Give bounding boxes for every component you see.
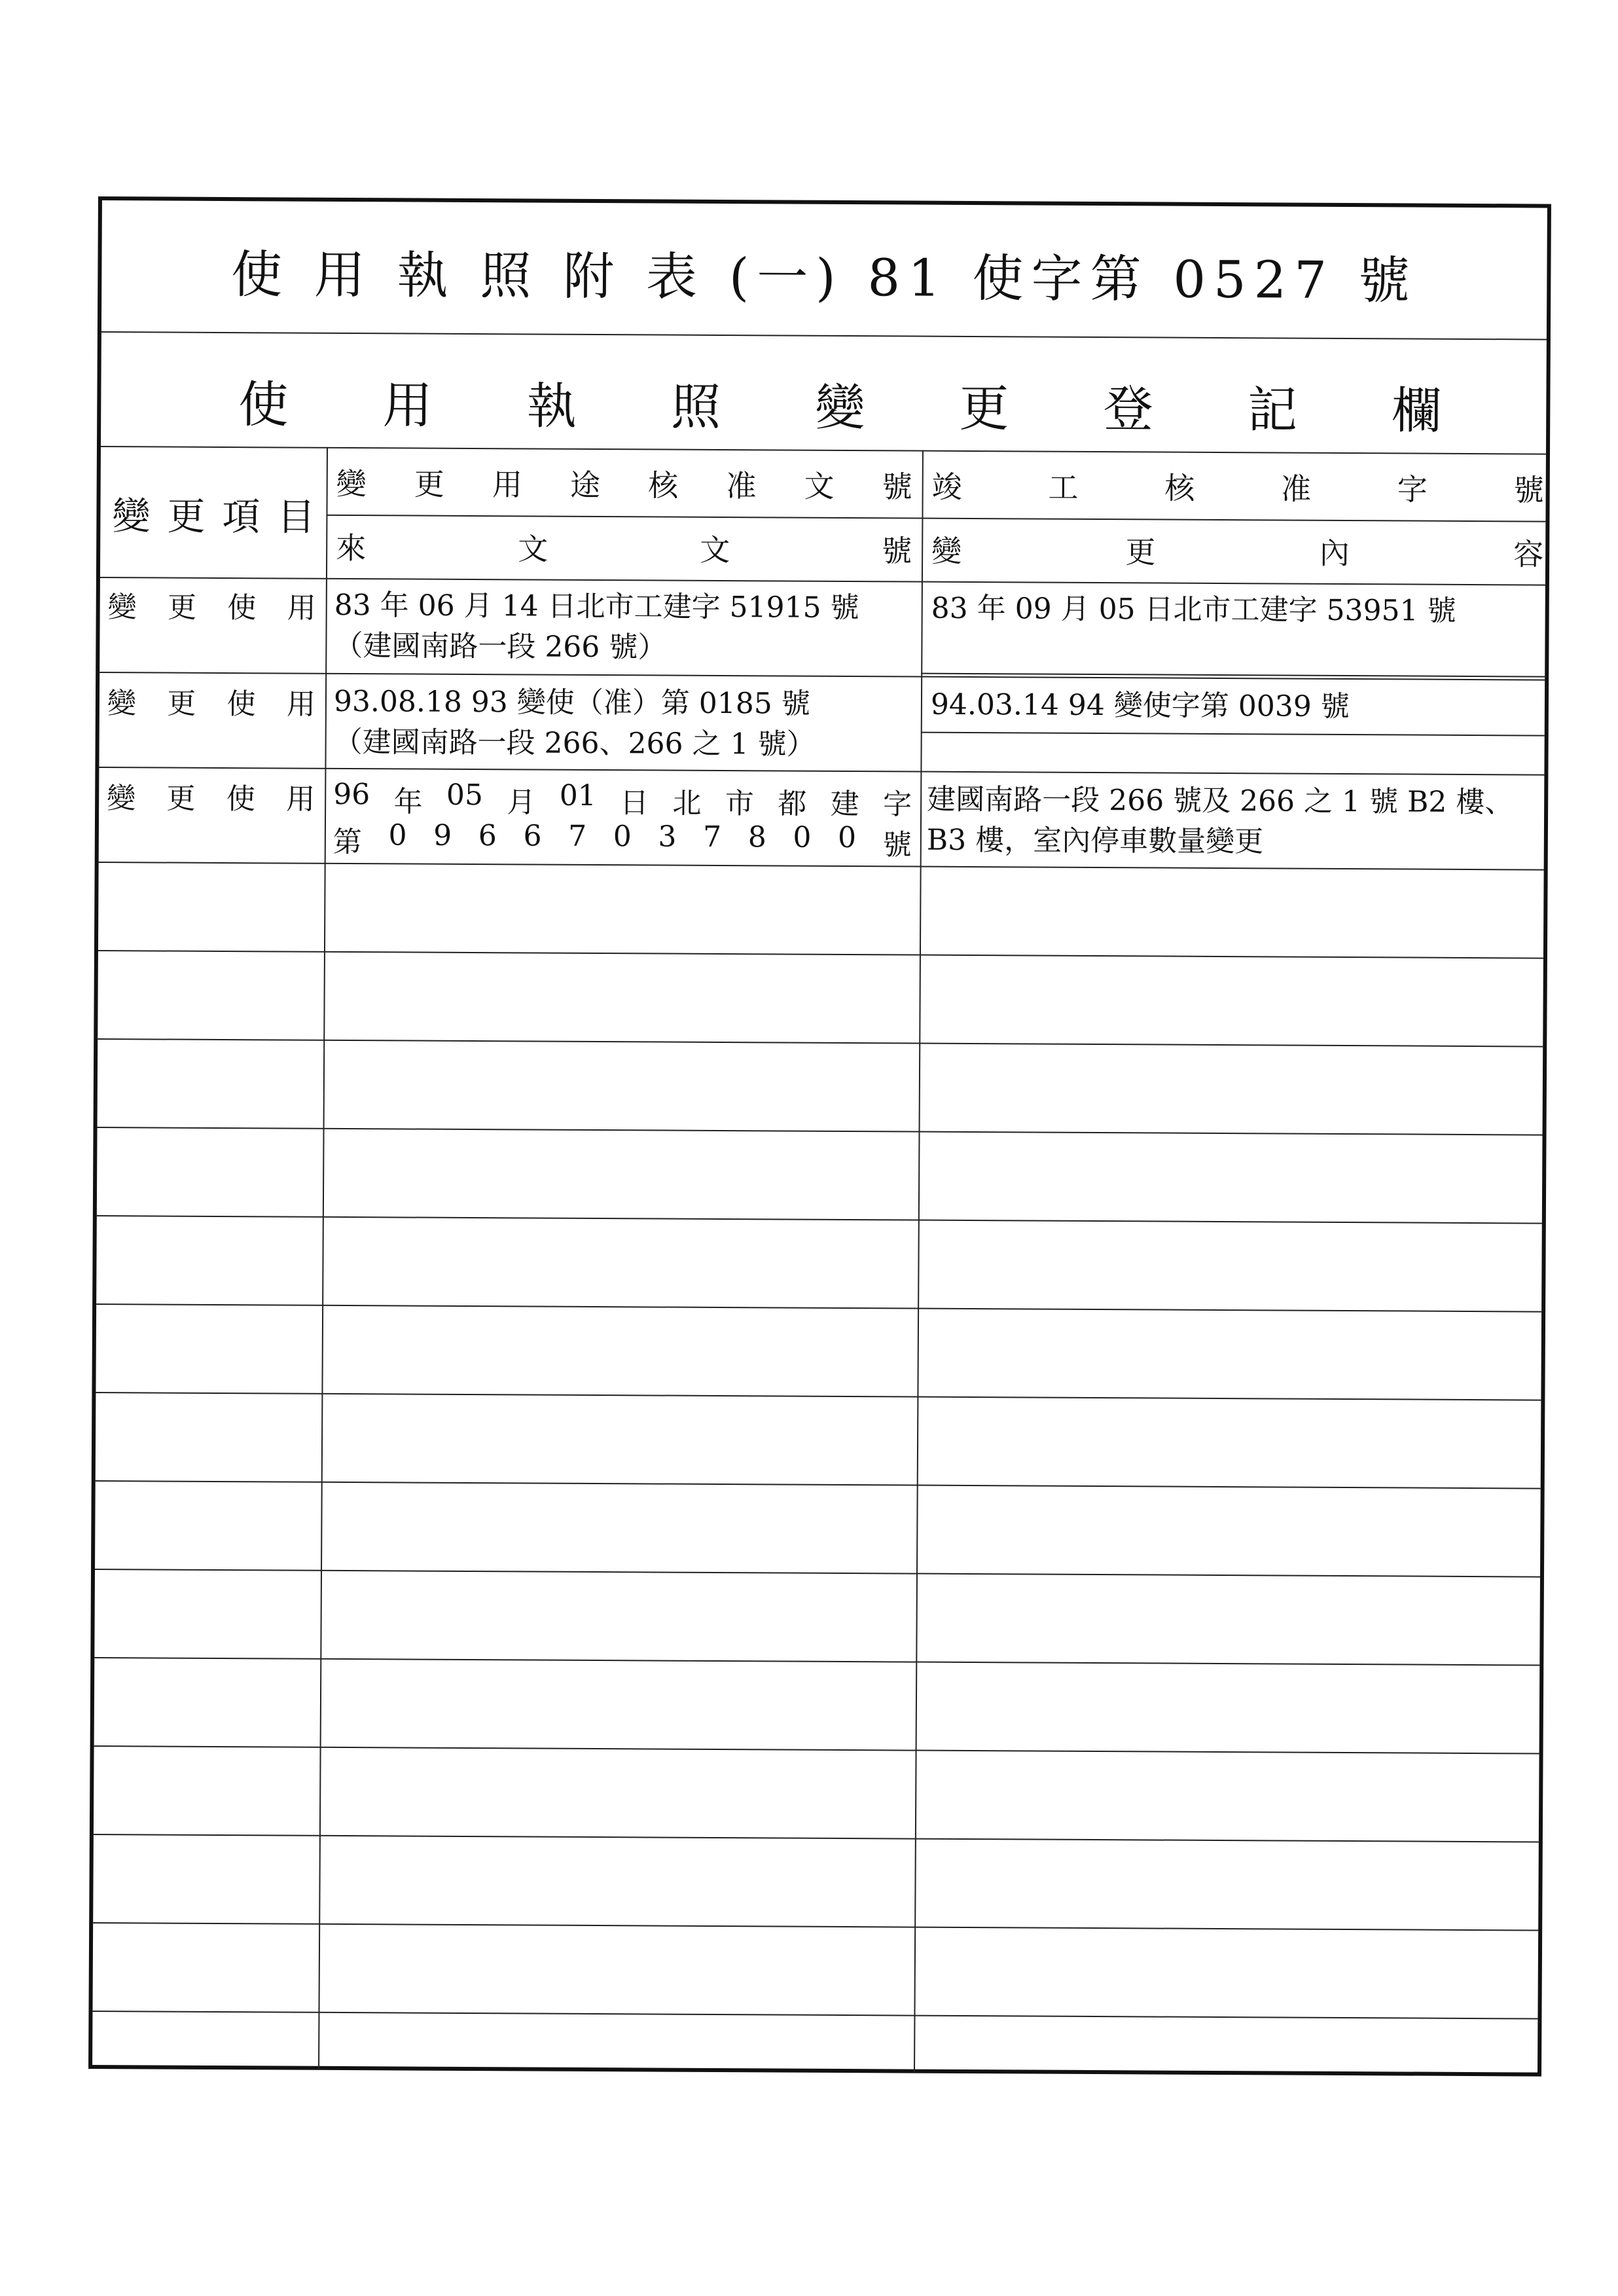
approval-char: 北: [672, 786, 702, 820]
item-char: 使: [226, 782, 255, 816]
column-divider: [318, 447, 328, 2070]
approval-char: 都: [778, 787, 807, 821]
header-char: 准: [726, 468, 757, 504]
approval-char: 0: [793, 820, 812, 854]
header-divider: [326, 515, 1545, 522]
empty-row-divider: [98, 1127, 1543, 1136]
approval-char: 8: [747, 820, 766, 854]
header-char: 變: [931, 533, 962, 569]
header-char: 文: [518, 531, 548, 567]
empty-rows: [102, 200, 1547, 208]
empty-row-divider: [94, 1745, 1539, 1755]
approval-char: 0: [837, 820, 857, 855]
approval-char: 年: [393, 785, 423, 819]
row-approval-address: （建國南路一段 266 號）: [334, 629, 667, 665]
header-char: 容: [1513, 536, 1544, 572]
section-subtitle: [238, 365, 1442, 443]
approval-char: 7: [703, 820, 722, 854]
row-item-label: [107, 774, 315, 818]
column-divider: [914, 450, 924, 2073]
header-char: 核: [1164, 470, 1195, 506]
row-completion-line: 94.03.14 94 變使字第 0039 號: [930, 687, 1350, 724]
item-char: 更: [166, 782, 196, 816]
license-attachment-sheet: [88, 196, 1551, 2077]
header-incoming-number: [336, 524, 912, 571]
header-char: 更: [414, 466, 444, 502]
approval-char: 3: [658, 820, 677, 854]
subtitle-char: 欄: [1392, 381, 1442, 440]
header-char: 目: [277, 494, 315, 539]
header-char: 字: [1397, 471, 1428, 507]
empty-row-divider: [96, 1303, 1541, 1313]
item-char: 使: [227, 591, 257, 625]
header-char: 號: [882, 469, 912, 505]
header-change-content: [931, 528, 1543, 574]
empty-row-divider: [95, 1569, 1540, 1578]
header-char: 變: [336, 465, 367, 502]
row-approval-address: （建國南路一段 266、266 之 1 號）: [333, 725, 816, 761]
header-approval-number: [336, 460, 912, 507]
row-approval-line: [333, 778, 912, 823]
row-item-label: [108, 583, 316, 627]
approval-char: 96: [333, 777, 370, 812]
header-char: 號: [882, 533, 912, 569]
header-char: 更: [1125, 534, 1156, 570]
row-divider: [99, 767, 1544, 776]
row-change-content-line: 建國南路一段 266 號及 266 之 1 號 B2 樓、: [927, 782, 1514, 820]
subtitle-char: 照: [670, 377, 721, 436]
header-char: 項: [222, 494, 261, 539]
header-completion-number: [932, 464, 1544, 510]
document-title: 使 用 執 照 附 表 (一) 81 使字第 0527 號: [230, 246, 1418, 311]
approval-char: 第: [333, 825, 362, 860]
empty-row-divider: [96, 1480, 1541, 1489]
header-char: 文: [700, 532, 730, 568]
approval-char: 市: [725, 787, 755, 821]
header-char: 准: [1280, 471, 1312, 507]
subtitle-char: 變: [815, 378, 865, 437]
item-char: 更: [167, 687, 196, 721]
header-char: 變: [112, 494, 151, 539]
item-char: 用: [286, 687, 316, 721]
row-divider: [99, 862, 1544, 871]
approval-char: 05: [446, 778, 484, 812]
header-char: 文: [804, 468, 835, 504]
row-divider: [100, 577, 1545, 586]
row-approval-line: 83 年 06 月 14 日北市工建字 51915 號: [334, 588, 859, 625]
approval-char: 號: [882, 828, 912, 862]
empty-row-divider: [98, 950, 1543, 959]
empty-row-divider: [93, 1922, 1538, 1931]
row-change-content-line: B3 樓，室內停車數量變更: [926, 823, 1264, 859]
subtitle-char: 記: [1247, 380, 1298, 439]
header-char: 號: [1513, 472, 1544, 508]
header-char: 用: [492, 467, 523, 503]
header-char: 核: [648, 467, 679, 503]
approval-char: 月: [507, 786, 536, 820]
header-change-item: [112, 485, 315, 541]
item-char: 使: [226, 687, 256, 721]
item-char: 變: [107, 591, 137, 625]
header-char: 竣: [931, 469, 962, 505]
empty-row-divider: [94, 1834, 1539, 1843]
row-divider: [921, 732, 1545, 737]
approval-char: 日: [619, 786, 649, 820]
row-completion-line: 83 年 09 月 05 日北市工建字 53951 號: [931, 591, 1456, 628]
item-char: 用: [286, 782, 315, 816]
row-approval-number: [333, 818, 912, 864]
item-char: 變: [107, 782, 136, 816]
empty-row-divider: [92, 2011, 1537, 2020]
empty-row-divider: [94, 1657, 1539, 1666]
approval-char: 建: [830, 787, 859, 822]
item-char: 更: [167, 591, 197, 625]
subtitle-char: 用: [382, 376, 433, 435]
empty-row-divider: [97, 1215, 1542, 1224]
subtitle-char: 更: [959, 378, 1009, 438]
header-char: 來: [336, 530, 367, 566]
approval-char: 6: [523, 819, 542, 853]
item-char: 用: [287, 591, 316, 625]
subtitle-char: 執: [526, 376, 577, 435]
header-char: 工: [1048, 469, 1079, 505]
row-item-label: [107, 680, 315, 723]
divider: [101, 446, 1546, 455]
approval-char: 字: [882, 788, 912, 822]
approval-char: 01: [559, 778, 596, 812]
empty-row-divider: [98, 1038, 1543, 1048]
header-char: 途: [569, 467, 601, 503]
approval-char: 6: [478, 819, 497, 853]
header-char: 內: [1319, 535, 1350, 572]
approval-char: 0: [388, 818, 407, 852]
divider: [101, 331, 1547, 340]
approval-char: 9: [433, 818, 452, 852]
header-char: 更: [167, 494, 206, 539]
subtitle-char: 登: [1103, 380, 1154, 439]
row-approval-line: 93.08.18 93 變使（准）第 0185 號: [333, 684, 810, 721]
approval-char: 7: [568, 819, 587, 853]
empty-row-divider: [96, 1392, 1541, 1401]
approval-char: 0: [613, 820, 632, 854]
item-char: 變: [107, 687, 137, 721]
subtitle-char: 使: [238, 375, 289, 434]
